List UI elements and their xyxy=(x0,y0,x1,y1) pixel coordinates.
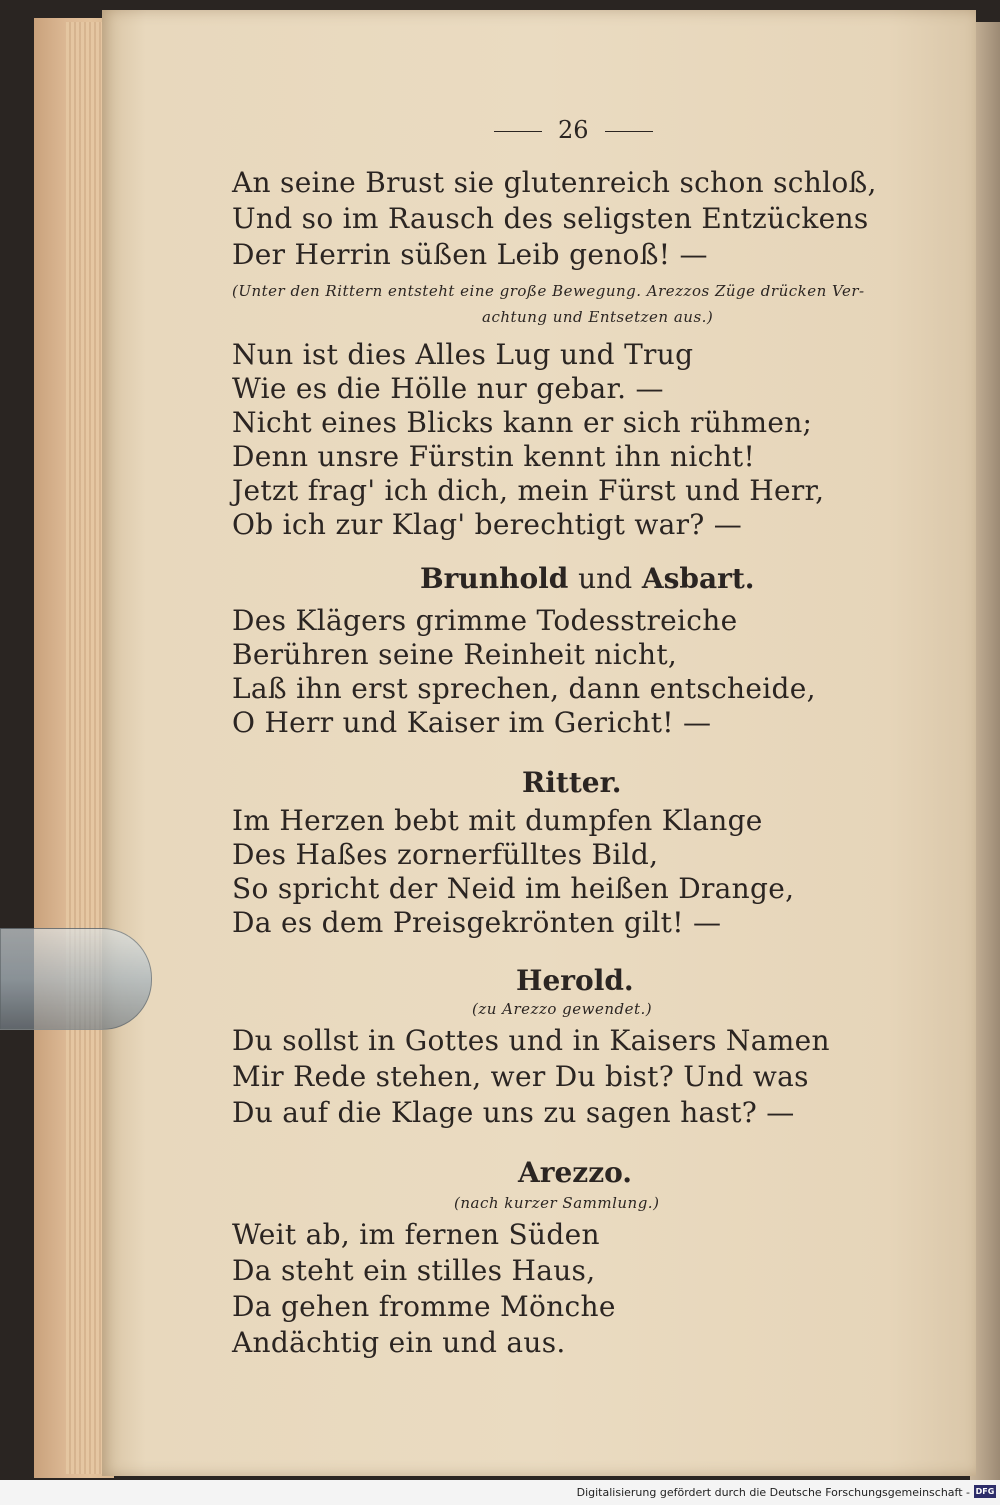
verse-line: Du auf die Klage uns zu sagen hast? — xyxy=(232,1096,795,1129)
verse-line: Der Herrin süßen Leib genoß! — xyxy=(232,238,708,271)
verse-line: So spricht der Neid im heißen Drange, xyxy=(232,872,795,905)
verse-line: Im Herzen bebt mit dumpfen Klange xyxy=(232,804,763,837)
verse-line: Des Klägers grimme Todesstreiche xyxy=(232,604,738,637)
verse-line: Mir Rede stehen, wer Du bist? Und was xyxy=(232,1060,809,1093)
speaker-heading: Herold. xyxy=(516,964,634,997)
verse-line: Da steht ein stilles Haus, xyxy=(232,1254,596,1287)
verse-line: Weit ab, im fernen Süden xyxy=(232,1218,600,1251)
verse-line: An seine Brust sie glutenreich schon schloß, xyxy=(232,166,877,199)
verse-line: Da es dem Preisgekrönten gilt! — xyxy=(232,906,722,939)
stage-direction: achtung und Entsetzen aus.) xyxy=(482,308,714,326)
verse-line: Nun ist dies Alles Lug und Trug xyxy=(232,338,694,371)
verse-line: Du sollst in Gottes und in Kaisers Namen xyxy=(232,1024,830,1057)
dfg-logo-icon: DFG xyxy=(975,1487,995,1496)
verse-line: Denn unsre Fürstin kennt ihn nicht! xyxy=(232,440,756,473)
speaker-heading: Brunhold und Asbart. xyxy=(420,562,755,595)
verse-line: Nicht eines Blicks kann er sich rühmen; xyxy=(232,406,813,439)
footer-bar xyxy=(0,1480,1000,1505)
stage-direction: (nach kurzer Sammlung.) xyxy=(454,1194,660,1212)
stage-direction: (zu Arezzo gewendet.) xyxy=(472,1000,653,1018)
verse-line: Andächtig ein und aus. xyxy=(232,1326,566,1359)
book-page xyxy=(102,10,976,1476)
verse-line: Wie es die Hölle nur gebar. — xyxy=(232,372,664,405)
verse-line: O Herr und Kaiser im Gericht! — xyxy=(232,706,712,739)
verse-line: Jetzt frag' ich dich, mein Fürst und Herr, xyxy=(232,474,825,507)
page-weight-pointer xyxy=(0,928,152,1030)
verse-line: Laß ihn erst sprechen, dann entscheide, xyxy=(232,672,816,705)
verse-line: Da gehen fromme Mönche xyxy=(232,1290,616,1323)
page-number: 26 xyxy=(478,116,669,144)
verse-line: Berühren seine Reinheit nicht, xyxy=(232,638,678,671)
verse-line: Des Haßes zornerfülltes Bild, xyxy=(232,838,659,871)
verse-line: Und so im Rausch des seligsten Entzückens xyxy=(232,202,869,235)
speaker-heading: Arezzo. xyxy=(518,1156,633,1189)
footer-credit: Digitalisierung gefördert durch die Deutsche Forschungsgemeinschaft - xyxy=(576,1486,970,1499)
speaker-heading: Ritter. xyxy=(522,766,622,799)
verse-line: Ob ich zur Klag' berechtigt war? — xyxy=(232,508,743,541)
stage-direction: (Unter den Rittern entsteht eine große Bewegung. Arezzos Züge drücken Ver- xyxy=(232,282,865,300)
